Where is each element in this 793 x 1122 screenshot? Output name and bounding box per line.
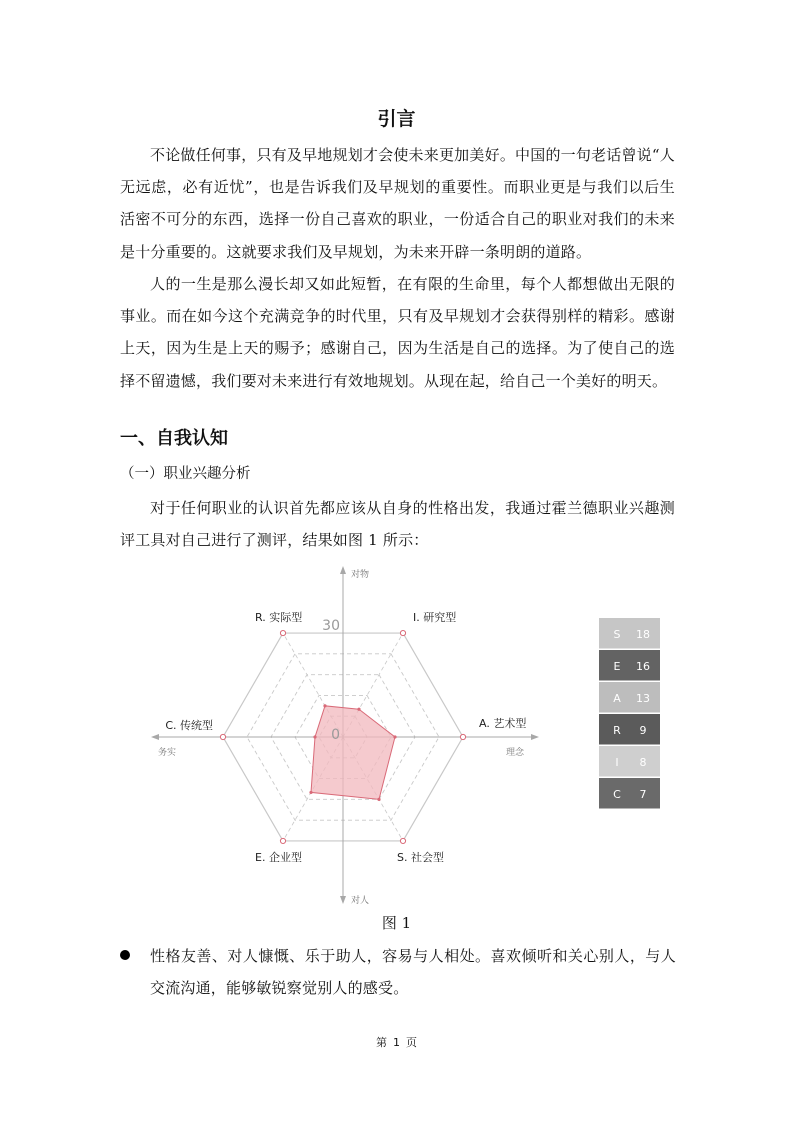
intro-paragraph-1: 不论做任何事，只有及早地规划才会使未来更加美好。中国的一句老话曾说“人无远虑，必有近忧”，也是告诉我们及早规划的重要性。而职业更是与我们以后生活密不可分的东西，选择一份自己喜欢的职业，一份适合自己的职业对我们的未来是十分重要的。这就要求我们及早规划，为未来开辟一条明朗的道路。 [120, 146, 675, 261]
page-footer [0, 1034, 793, 1050]
score-code-e: E [613, 660, 621, 673]
radar-vertex-marker [280, 838, 285, 843]
radar-data-area [311, 706, 395, 800]
axis-label-bottom: 对人 [351, 896, 370, 906]
score-cell-a [599, 682, 660, 713]
radar-data-point [393, 735, 396, 738]
score-code-i: I [615, 756, 619, 769]
radar-vertex-marker [220, 734, 225, 739]
score-code-a: A [613, 692, 621, 705]
score-code-r: R [613, 724, 621, 737]
section-heading: 一、自我认知 [120, 428, 228, 449]
page-title: 引言 [377, 108, 416, 130]
arrow-down-icon [340, 896, 346, 904]
holland-radar-figure [140, 560, 680, 910]
score-value-a: 13 [636, 692, 650, 705]
analysis-paragraph: 对于任何职业的认识首先都应该从自身的性格出发，我通过霍兰德职业兴趣测评工具对自己进行了测评，结果如图 1 所示： [120, 499, 675, 550]
radar-data-point [357, 708, 360, 711]
scale-label-max: 30 [322, 618, 340, 634]
dimension-label-s: S. 社会型 [397, 850, 444, 864]
dimension-label-i: I. 研究型 [413, 611, 457, 625]
score-cell-r [599, 714, 660, 745]
footer-page-number: 1 [393, 1036, 400, 1049]
score-cell-c [599, 778, 660, 809]
radar-data-point [323, 704, 326, 707]
score-cell-e [599, 650, 660, 681]
arrow-right-icon [531, 734, 539, 740]
score-cell-i [599, 746, 660, 777]
axis-label-right: 理念 [506, 748, 525, 758]
radar-data-point [313, 735, 316, 738]
footer-suffix: 页 [406, 1036, 417, 1049]
arrow-up-icon [340, 566, 346, 574]
scale-label-zero: 0 [331, 727, 340, 743]
radar-chart [140, 560, 680, 910]
subsection-heading: （一）职业兴趣分析 [120, 466, 251, 482]
dimension-label-a: A. 艺术型 [479, 717, 527, 730]
arrow-left-icon [151, 734, 159, 740]
score-cell-s [599, 618, 660, 649]
dimension-label-r: R. 实际型 [255, 611, 303, 625]
axis-label-top: 对物 [351, 570, 370, 580]
score-code-s: S [613, 628, 621, 641]
radar-data-point [309, 791, 312, 794]
radar-vertex-marker [400, 838, 405, 843]
dimension-label-c: C. 传统型 [165, 719, 213, 732]
score-code-c: C [613, 788, 621, 801]
bullet-text: 性格友善、对人慷慨、乐于助人，容易与人相处。喜欢倾听和关心别人，与人交流沟通，能够敏锐察觉别人的感受。 [150, 947, 676, 997]
footer-prefix: 第 [376, 1036, 387, 1049]
score-value-r: 9 [639, 724, 647, 737]
score-value-c: 7 [639, 788, 647, 801]
radar-vertex-marker [400, 630, 405, 635]
score-value-s: 18 [636, 628, 650, 641]
radar-data-point [377, 798, 380, 801]
score-value-i: 8 [639, 756, 647, 769]
axis-label-left: 务实 [158, 748, 177, 758]
dimension-label-e: E. 企业型 [255, 850, 302, 864]
figure-caption: 图 1 [381, 914, 412, 932]
score-value-e: 16 [636, 660, 650, 673]
bullet-dot-icon [120, 950, 130, 960]
intro-paragraph-2: 人的一生是那么漫长却又如此短暂，在有限的生命里，每个人都想做出无限的事业。而在如今这个充满竞争的时代里，只有及早规划才会获得别样的精彩。感谢上天，因为生是上天的赐予；感谢自己，因为生活是自己的选择。为了使自己的选择不留遗憾，我们要对未来进行有效地规划。从现在起，给自己一个美好的明天。 [120, 275, 675, 390]
radar-vertex-marker [280, 630, 285, 635]
radar-vertex-marker [460, 734, 465, 739]
